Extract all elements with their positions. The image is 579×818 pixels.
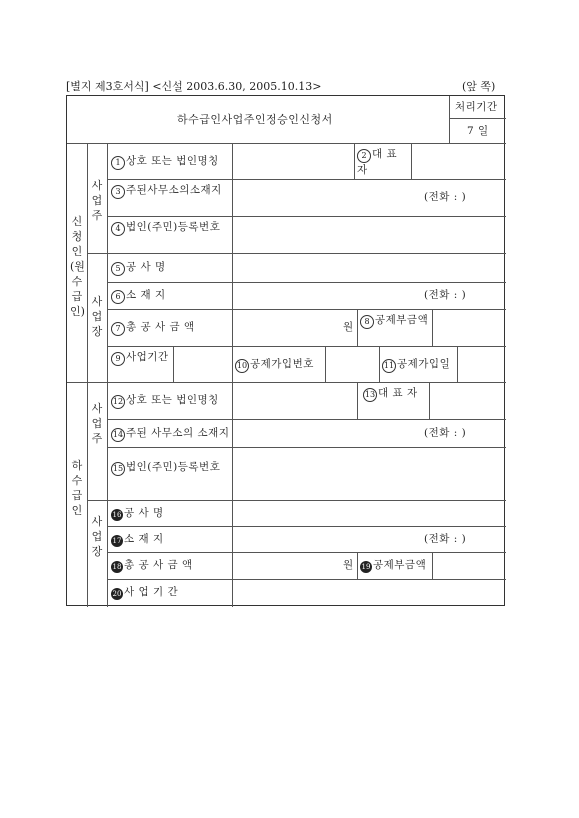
line (432, 309, 433, 346)
won-unit: 원 (343, 321, 354, 333)
field-19-label: 19 공제부금액 (361, 559, 427, 571)
line (107, 526, 506, 527)
processing-period-label: 처리기간 (455, 101, 498, 113)
line (449, 118, 506, 119)
field-7-label: 7 총 공 사 금 액 (111, 321, 195, 336)
line (354, 143, 355, 179)
field-6-label: 6 소 재 지 (111, 289, 166, 304)
field-12-label: 12 상호 또는 법인명칭 (111, 394, 219, 409)
line (107, 346, 506, 347)
line (357, 382, 358, 419)
form-title: 하수급인사업주인정승인신청서 (177, 113, 333, 126)
won-unit: 원 (343, 559, 354, 571)
line (67, 382, 506, 383)
applicant-group-label: 신청인(원수급인) (70, 215, 85, 318)
line (107, 447, 506, 448)
subcontractor-site-phone: (전화 : ) (424, 533, 467, 545)
applicant-employer-label: 사업주 (91, 179, 103, 222)
line (87, 143, 88, 607)
processing-period-value: 7 일 (467, 125, 489, 137)
applicant-site-phone: (전화 : ) (424, 289, 467, 301)
line (107, 579, 506, 580)
field-1-label: 1 상호 또는 법인명칭 (111, 155, 219, 170)
applicant-office-phone: (전화 : ) (424, 191, 467, 203)
field-11-label: 11 공제가입일 (382, 358, 450, 373)
page-side-label: (앞 쪽) (462, 80, 496, 93)
field-13-label: 13 대 표 자 (363, 386, 427, 402)
field-9-label: 9 사업기간 (111, 350, 171, 366)
line (357, 552, 358, 579)
line (429, 382, 430, 419)
form-reference: [별지 제3호서식] <신설 2003.6.30, 2005.10.13> (66, 80, 322, 93)
subcontractor-employer-label: 사업주 (91, 402, 103, 445)
line (449, 96, 450, 143)
field-4-label: 4 법인(주민)등록번호 (111, 220, 231, 236)
line (107, 282, 506, 283)
subcontractor-group-label: 하수급인 (71, 459, 83, 517)
line (411, 143, 412, 179)
line (107, 143, 108, 607)
line (107, 179, 506, 180)
line (107, 216, 506, 217)
line (107, 419, 506, 420)
field-2-label: 2 대 표 자 (357, 148, 398, 176)
field-16-label: 16 공 사 명 (112, 507, 164, 519)
application-form (66, 95, 505, 606)
line (325, 346, 326, 382)
applicant-site-label: 사업장 (91, 295, 103, 338)
subcontractor-site-label: 사업장 (91, 515, 103, 558)
line (87, 253, 506, 254)
field-14-label: 14 주된 사무소의 소재지 (111, 427, 229, 442)
field-10-label: 10 공제가입번호 (235, 358, 314, 373)
line (432, 552, 433, 579)
line (107, 552, 506, 553)
line (232, 143, 233, 607)
subcontractor-office-phone: (전화 : ) (424, 427, 467, 439)
line (67, 143, 506, 144)
field-18-label: 18 총 공 사 금 액 (112, 559, 193, 571)
field-8-label: 8 공제부금액 (360, 313, 430, 329)
field-20-label: 20 사 업 기 간 (112, 586, 179, 598)
field-15-label: 15 법인(주민)등록번호 (111, 460, 231, 476)
line (379, 346, 380, 382)
field-17-label: 17 소 재 지 (112, 533, 164, 545)
field-3-label: 3 주된사무소의소재지 (111, 183, 231, 199)
field-5-label: 5 공 사 명 (111, 261, 166, 276)
line (457, 346, 458, 382)
line (173, 346, 174, 382)
line (357, 309, 358, 346)
line (87, 500, 506, 501)
line (107, 309, 506, 310)
